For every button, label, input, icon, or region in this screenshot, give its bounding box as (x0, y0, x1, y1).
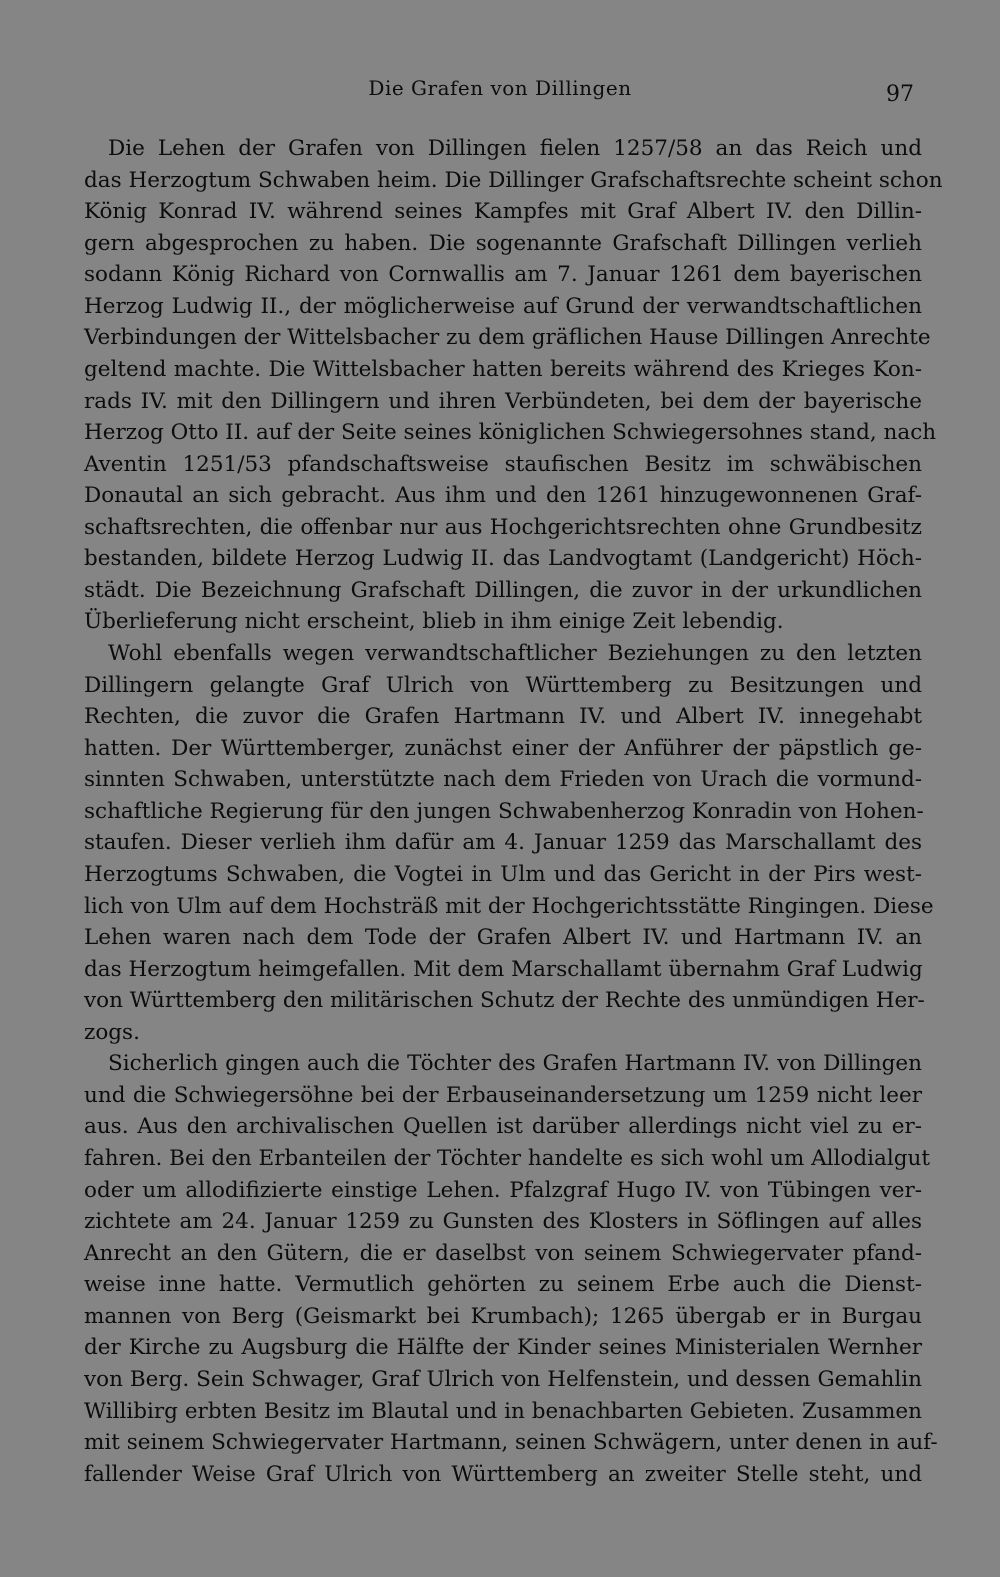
text-line: Anrecht an den Gütern, die er daselbst von seinem Schwiegervater pfand- (84, 1240, 922, 1266)
text-line: schaftliche Regierung für den jungen Schwabenherzog Konradin von Hohen- (84, 798, 924, 824)
text-line: Herzogtums Schwaben, die Vogtei in Ulm und das Gericht in der Pirs west- (84, 861, 922, 887)
text-line: König Konrad IV. während seines Kampfes mit Graf Albert IV. den Dillin- (84, 199, 922, 225)
text-line: zichtete am 24. Januar 1259 zu Gunsten des Klosters in Söflingen auf alles (84, 1209, 922, 1235)
text-line: Donautal an sich gebracht. Aus ihm und den 1261 hinzugewonnenen Graf- (84, 483, 922, 509)
text-line: sinnten Schwaben, unterstützte nach dem Frieden von Urach die vormund- (84, 767, 922, 793)
text-line: der Kirche zu Augsburg die Hälfte der Kinder seines Ministerialen Wernher (84, 1335, 922, 1361)
text-line: von Berg. Sein Schwager, Graf Ulrich von Helfenstein, und dessen Gemahlin (84, 1366, 922, 1392)
text-line: rads IV. mit den Dillingern und ihren Verbündeten, bei dem der bayerische (84, 388, 922, 414)
page-number: 97 (886, 82, 914, 107)
text-line: von Württemberg den militärischen Schutz der Rechte des unmündigen Her- (84, 988, 925, 1014)
text-line: Wohl ebenfalls wegen verwandtschaftlicher Beziehungen zu den letzten (108, 641, 922, 666)
text-line: das Herzogtum heimgefallen. Mit dem Marschallamt übernahm Graf Ludwig (84, 956, 923, 982)
text-line: und die Schwiegersöhne bei der Erbauseinandersetzung um 1259 nicht leer (84, 1082, 922, 1108)
text-line: Herzog Ludwig II., der möglicherweise auf Grund der verwandtschaftlichen (84, 293, 922, 319)
text-line: städt. Die Bezeichnung Grafschaft Dillingen, die zuvor in der urkundlichen (84, 577, 922, 603)
text-line: zogs. (84, 1019, 140, 1045)
paragraph (84, 1048, 938, 1490)
text-line: hatten. Der Württemberger, zunächst einer der Anführer der päpstlich ge- (84, 735, 922, 761)
text-line: Rechten, die zuvor die Grafen Hartmann IV. und Albert IV. innegehabt (84, 704, 922, 730)
text-line: fallender Weise Graf Ulrich von Württemberg an zweiter Stelle steht, und (84, 1461, 922, 1487)
text-line: aus. Aus den archivalischen Quellen ist darüber allerdings nicht viel zu er- (84, 1114, 922, 1140)
text-line: schaftsrechten, die offenbar nur aus Hochgerichtsrechten ohne Grundbesitz (84, 514, 922, 540)
text-line: Die Lehen der Grafen von Dillingen fielen 1257/58 an das Reich und (108, 136, 922, 161)
text-line: das Herzogtum Schwaben heim. Die Dillinger Grafschaftsrechte scheint schon (84, 167, 943, 193)
text-line: bestanden, bildete Herzog Ludwig II. das Landvogtamt (Landgericht) Höch- (84, 546, 922, 572)
text-line: sodann König Richard von Cornwallis am 7. Januar 1261 dem bayerischen (84, 262, 922, 288)
text-line: Willibirg erbten Besitz im Blautal und in benachbarten Gebieten. Zusammen (84, 1398, 922, 1424)
text-line: Lehen waren nach dem Tode der Grafen Albert IV. und Hartmann IV. an (84, 925, 922, 951)
text-line: Überlieferung nicht erscheint, blieb in ihm einige Zeit lebendig. (84, 609, 784, 635)
text-line: mit seinem Schwiegervater Hartmann, seinen Schwägern, unter denen in auf- (84, 1430, 938, 1456)
paragraph (84, 133, 943, 638)
text-line: mannen von Berg (Geismarkt bei Krumbach); 1265 übergab er in Burgau (84, 1303, 922, 1329)
paragraph (84, 638, 934, 1048)
text-line: Sicherlich gingen auch die Töchter des Grafen Hartmann IV. von Dillingen (108, 1051, 922, 1077)
text-line: fahren. Bei den Erbanteilen der Töchter handelte es sich wohl um Allodialgut (84, 1146, 930, 1171)
text-line: weise inne hatte. Vermutlich gehörten zu seinem Erbe auch die Dienst- (84, 1272, 922, 1298)
text-line: Dillingern gelangte Graf Ulrich von Württemberg zu Besitzungen und (84, 672, 922, 698)
text-line: gern abgesprochen zu haben. Die sogenannte Grafschaft Dillingen verlieh (84, 230, 922, 256)
text-line: geltend machte. Die Wittelsbacher hatten bereits während des Krieges Kon- (84, 356, 922, 382)
body-text (84, 133, 943, 1490)
text-line: oder um allodifizierte einstige Lehen. Pfalzgraf Hugo IV. von Tübingen ver- (84, 1177, 922, 1203)
text-line: Aventin 1251/53 pfandschaftsweise staufischen Besitz im schwäbischen (84, 451, 922, 477)
running-title: Die Grafen von Dillingen (368, 76, 632, 100)
text-line: lich von Ulm auf dem Hochsträß mit der Hochgerichtsstätte Ringingen. Diese (84, 893, 934, 919)
text-line: Verbindungen der Wittelsbacher zu dem gräflichen Hause Dillingen Anrechte (84, 325, 931, 351)
text-line: staufen. Dieser verlieh ihm dafür am 4. Januar 1259 das Marschallamt des (84, 830, 922, 856)
text-line: Herzog Otto II. auf der Seite seines königlichen Schwiegersohnes stand, nach (84, 420, 937, 446)
